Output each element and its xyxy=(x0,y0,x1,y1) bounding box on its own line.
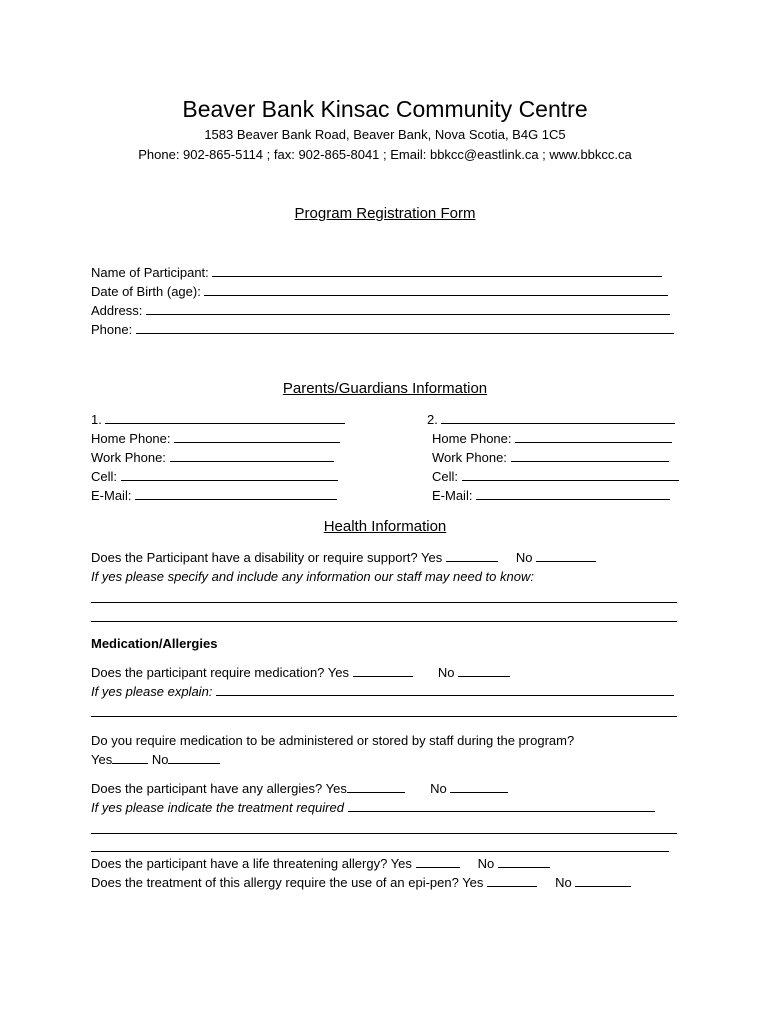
guardian2-work-phone-field[interactable] xyxy=(511,449,669,462)
treatment-label: If yes please indicate the treatment required xyxy=(91,800,344,815)
disability-question: Does the Participant have a disability or require support? Yes xyxy=(91,550,443,565)
dob-label: Date of Birth (age): xyxy=(91,284,201,299)
dob-field[interactable] xyxy=(204,283,668,296)
guardian2-name-row xyxy=(427,411,675,428)
epipen-yes-field[interactable] xyxy=(487,874,537,887)
guardian1-home-phone-row xyxy=(91,430,340,447)
medication-question-row xyxy=(91,664,510,681)
allergy-question-row xyxy=(91,780,508,797)
address-row xyxy=(91,302,670,319)
disability-no-field[interactable] xyxy=(536,549,596,562)
medication-yes-field[interactable] xyxy=(353,664,413,677)
guardian2-email-label: E-Mail: xyxy=(432,488,473,503)
address-field[interactable] xyxy=(146,302,670,315)
health-heading: Health Information xyxy=(323,518,447,535)
disability-details-line-2[interactable] xyxy=(91,621,677,622)
guardian1-name-field[interactable] xyxy=(105,411,345,424)
disability-yes-field[interactable] xyxy=(446,549,498,562)
guardian1-number: 1. xyxy=(91,412,102,427)
guardian1-name-row xyxy=(91,411,345,428)
guardian1-home-phone-field[interactable] xyxy=(174,430,340,443)
life-threatening-row xyxy=(91,855,550,872)
guardian1-cell-label: Cell: xyxy=(91,469,118,484)
administer-yes-field[interactable] xyxy=(112,751,148,764)
treatment-line-2[interactable] xyxy=(91,833,677,834)
guardian1-email-label: E-Mail: xyxy=(91,488,132,503)
guardian2-cell-row xyxy=(432,468,679,485)
dob-row xyxy=(91,283,668,300)
header-contact: Phone: 902-865-5114 ; fax: 902-865-8041 ; Email: bbkcc@eastlink.ca ; www.bbkcc.ca xyxy=(138,147,632,162)
treatment-line-3[interactable] xyxy=(91,851,669,852)
epipen-row xyxy=(91,874,631,891)
medication-explain-field[interactable] xyxy=(216,683,674,696)
treatment-row xyxy=(91,799,655,816)
guardian1-home-phone-label: Home Phone: xyxy=(91,431,171,446)
guardian2-cell-field[interactable] xyxy=(462,468,679,481)
guardian1-work-phone-label: Work Phone: xyxy=(91,450,166,465)
allergy-no-label: No xyxy=(430,781,447,796)
guardian2-work-phone-row xyxy=(432,449,669,466)
medication-explain-line-2[interactable] xyxy=(91,716,677,717)
guardian1-work-phone-row xyxy=(91,449,334,466)
administer-no-field[interactable] xyxy=(168,751,220,764)
disability-no-label: No xyxy=(515,550,533,565)
guardian1-email-field[interactable] xyxy=(135,487,337,500)
allergy-question: Does the participant have any allergies? Yes xyxy=(91,781,347,796)
guardian2-home-phone-field[interactable] xyxy=(515,430,672,443)
allergy-yes-field[interactable] xyxy=(347,780,405,793)
epipen-no-label: No xyxy=(555,875,572,890)
administer-question: Do you require medication to be administered or stored by staff during the program? xyxy=(91,733,575,748)
guardians-heading: Parents/Guardians Information xyxy=(282,380,488,397)
allergy-no-field[interactable] xyxy=(450,780,508,793)
medication-heading: Medication/Allergies xyxy=(91,636,218,651)
page-title: Beaver Bank Kinsac Community Centre xyxy=(182,96,588,122)
administer-yes-label: Yes xyxy=(91,752,113,767)
phone-row xyxy=(91,321,674,338)
medication-no-field[interactable] xyxy=(458,664,510,677)
administer-no-label: No xyxy=(151,752,169,767)
life-threatening-yes-field[interactable] xyxy=(416,855,460,868)
guardian2-email-field[interactable] xyxy=(476,487,670,500)
header-address: 1583 Beaver Bank Road, Beaver Bank, Nova Scotia, B4G 1C5 xyxy=(204,127,566,142)
address-label: Address: xyxy=(91,303,143,318)
epipen-no-field[interactable] xyxy=(575,874,631,887)
guardian1-cell-row xyxy=(91,468,338,485)
guardian2-email-row xyxy=(432,487,670,504)
administer-answer-row xyxy=(91,751,220,768)
guardian2-name-field[interactable] xyxy=(441,411,675,424)
medication-question: Does the participant require medication? Yes xyxy=(91,665,349,680)
form-title: Program Registration Form xyxy=(294,205,476,222)
medication-no-label: No xyxy=(437,665,455,680)
participant-name-row xyxy=(91,264,662,281)
guardian2-home-phone-row xyxy=(432,430,672,447)
life-threatening-question: Does the participant have a life threatening allergy? Yes xyxy=(91,856,412,871)
epipen-question: Does the treatment of this allergy require the use of an epi-pen? Yes xyxy=(91,875,484,890)
treatment-field[interactable] xyxy=(348,799,655,812)
disability-note: If yes please specify and include any information our staff may need to know: xyxy=(91,569,534,584)
disability-question-row xyxy=(91,549,596,566)
guardian2-home-phone-label: Home Phone: xyxy=(432,431,512,446)
participant-name-label: Name of Participant: xyxy=(91,265,209,280)
guardian2-cell-label: Cell: xyxy=(432,469,459,484)
guardian2-number: 2. xyxy=(427,412,438,427)
medication-explain-row xyxy=(91,683,674,700)
medication-explain-label: If yes please explain: xyxy=(91,684,213,699)
life-threatening-no-label: No xyxy=(477,856,495,871)
guardian2-work-phone-label: Work Phone: xyxy=(432,450,507,465)
guardian1-cell-field[interactable] xyxy=(121,468,338,481)
disability-details-line-1[interactable] xyxy=(91,602,677,603)
participant-name-field[interactable] xyxy=(212,264,662,277)
phone-label: Phone: xyxy=(91,322,133,337)
life-threatening-no-field[interactable] xyxy=(498,855,550,868)
phone-field[interactable] xyxy=(136,321,674,334)
guardian1-email-row xyxy=(91,487,337,504)
guardian1-work-phone-field[interactable] xyxy=(170,449,334,462)
